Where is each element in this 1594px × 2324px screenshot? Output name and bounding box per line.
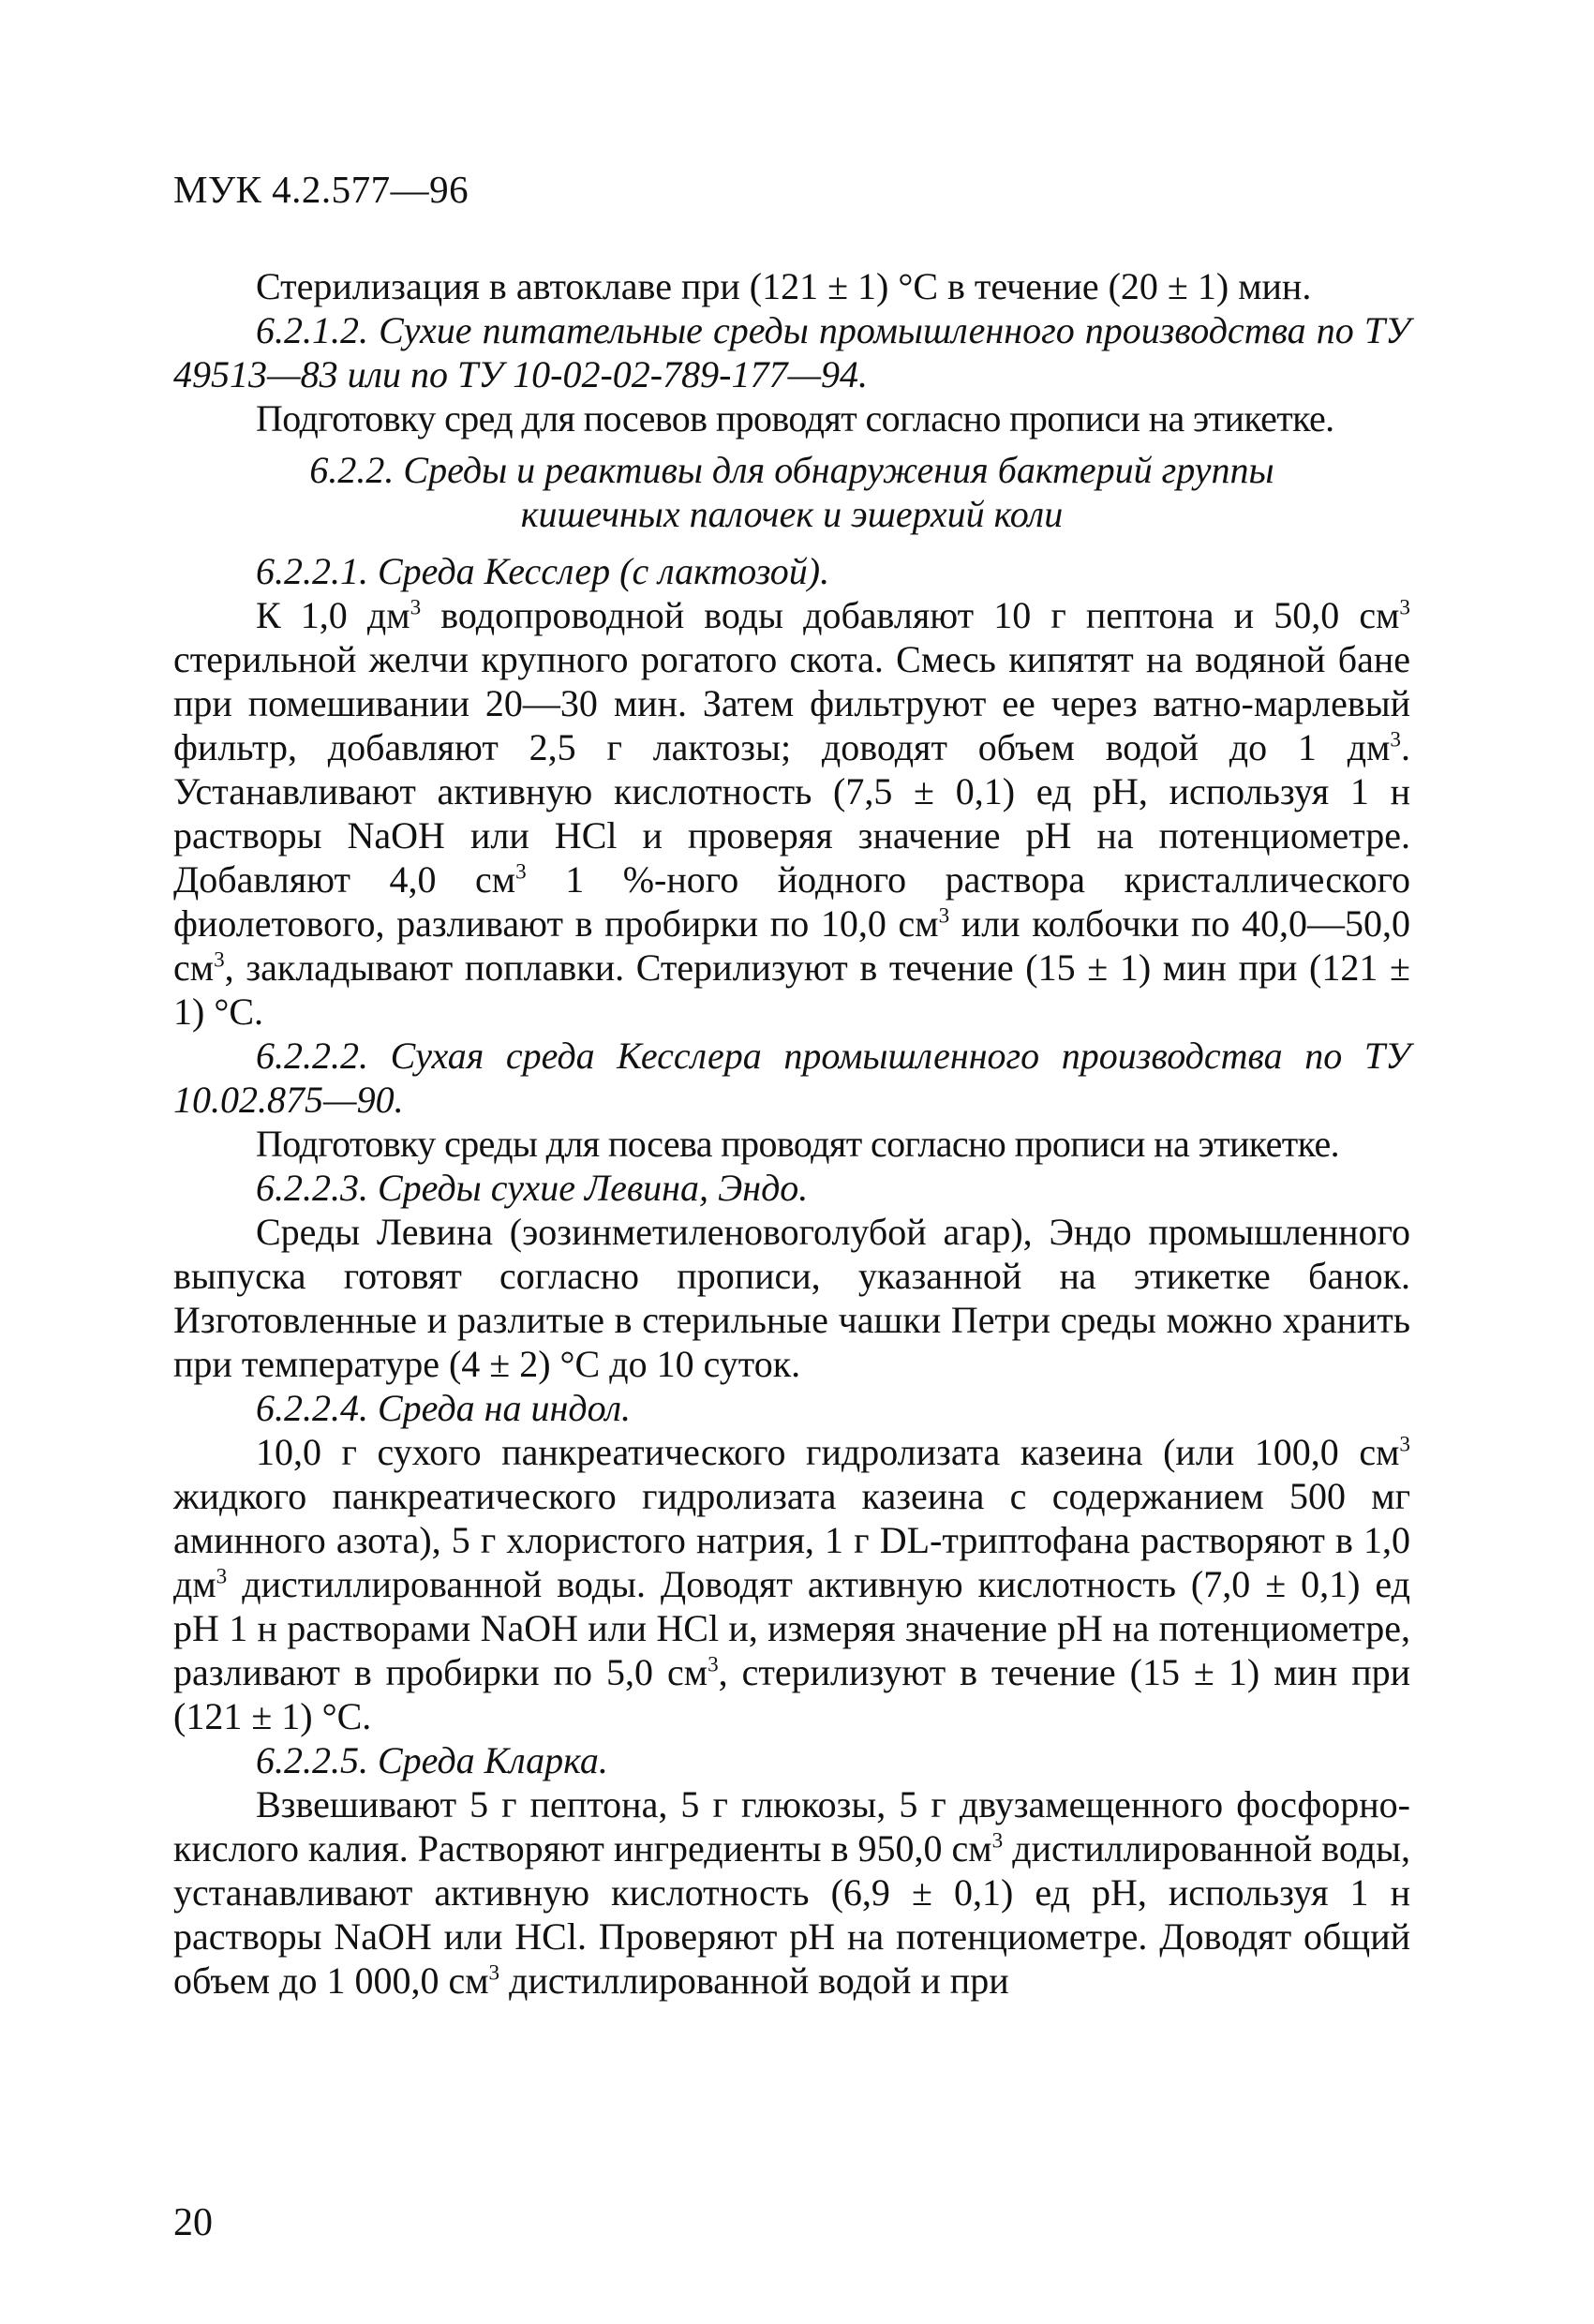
superscript: 3 — [1399, 595, 1410, 620]
superscript: 3 — [410, 595, 422, 620]
paragraph-dry-media: 6.2.1.2. Сухие питательные среды промышленного производства по ТУ 49513—83 или по ТУ 10-02-02-789-177—94. — [173, 309, 1410, 395]
paragraph-indole — [173, 1430, 1410, 1738]
paragraph-levin-endo: Среды Левина (эозинметиленовоголубой агар), Эндо промышленного выпуска готовят согласно прописи, указанной на этикетке банок. Изготовленные и разлитые в стерильные чашки Петри среды можно хранить при температуре (4 ± 2) °С до 10 суток. — [173, 1211, 1410, 1385]
text-run: стерильной желчи крупного рогатого скота. Смесь кипятят на водяной бане при помешивании 20—30 мин. Затем фильтруют ее через ватно-марлевый фильтр, добавляют 2,5 г лактозы; доводят объем водой до 1 дм — [173, 638, 1410, 768]
superscript: 3 — [708, 1652, 719, 1677]
text-run: К 1,0 дм — [256, 594, 410, 636]
page-number: 20 — [173, 2201, 213, 2244]
text-run: дистиллированной воды. Доводят активную кислотность (7,0 ± 0,1) ед pH 1 н растворами NaOH или HCl и, измеряя значение pH на потенциометре, разливают в пробирки по 5,0 см — [173, 1563, 1410, 1693]
section-heading-line-2: кишечных палочек и эшерхий коли — [520, 493, 1064, 535]
paragraph-kessler — [173, 593, 1410, 1034]
text-run: дистиллированной водой и при — [499, 1959, 1009, 2002]
text-run: , закладывают поплавки. Стерилизуют в течение (15 ± 1) мин при (121 ± 1) °С. — [173, 946, 1410, 1033]
text-run: дистиллированной воды, устанавливают активную кислотность (6,9 ± 0,1) ед pH, используя 1 н растворы NaOH или HCl. Проверяют pH на потенциометре. Доводят общий объем до 1 000,0 см — [173, 1827, 1410, 2002]
superscript: 3 — [1390, 727, 1401, 752]
subsection-title-kessler: 6.2.2.1. Среда Кесслер (с лактозой). — [256, 550, 830, 592]
paragraph-kessler-dry: Подготовку среды для посева проводят согласно прописи на этикетке. — [256, 1123, 1340, 1165]
section-heading — [173, 448, 1410, 536]
subsection-title-indole: 6.2.2.4. Среда на индол. — [256, 1387, 632, 1429]
text-run: Взвешивают 5 г пептона, 5 г глюкозы, 5 г двузамещенного фосфорно-кислого калия. Растворяют ингредиенты в 950,0 см — [173, 1783, 1410, 1870]
superscript: 3 — [214, 947, 225, 973]
section-heading-line-1: 6.2.2. Среды и реактивы для обнаружения бактерий группы — [309, 449, 1274, 491]
document-code-header: МУК 4.2.577—96 — [173, 168, 469, 211]
superscript: 3 — [938, 903, 950, 929]
page-body — [173, 264, 1410, 2003]
subsection-title-kessler-dry: 6.2.2.2. Сухая среда Кесслера промышленного производства по ТУ 10.02.875—90. — [173, 1035, 1410, 1121]
paragraph-sterilization: Стерилизация в автоклаве при (121 ± 1) °С в течение (20 ± 1) мин. — [256, 265, 1312, 307]
text-run: водопроводной воды добавляют 10 г пептона и 50,0 см — [421, 594, 1400, 636]
paragraph-clark — [173, 1782, 1410, 2003]
text-run: или колбочки по 40,0—50,0 см — [173, 902, 1410, 989]
text-run: 10,0 г сухого панкреатического гидролизата казеина (или 100,0 см — [256, 1431, 1400, 1473]
superscript: 3 — [216, 1564, 228, 1589]
subsection-title-levin-endo: 6.2.2.3. Среды сухие Левина, Эндо. — [256, 1167, 809, 1209]
text-run: жидкого панкреатического гидролизата казеина с содержанием 500 мг аминного азота), 5 г хлористого натрия, 1 г DL-триптофана растворяют в 1,0 дм — [173, 1475, 1410, 1605]
paragraph-preparation: Подготовку сред для посевов проводят согласно прописи на этикетке. — [256, 397, 1334, 439]
superscript: 3 — [1399, 1432, 1410, 1457]
subsection-title-clark: 6.2.2.5. Среда Кларка. — [256, 1739, 608, 1781]
text-run: 1 %-ного йодного раствора кристаллического фиолетового, разливают в пробирки по 10,0 см — [173, 858, 1410, 945]
superscript: 3 — [515, 859, 527, 885]
superscript: 3 — [991, 1828, 1004, 1854]
text-run: , стерилизуют в течение (15 ± 1) мин при (121 ± 1) °С. — [173, 1651, 1411, 1737]
superscript: 3 — [488, 1960, 500, 1986]
text-run: . Устанавливают активную кислотность (7,5 ± 0,1) ед pH, используя 1 н растворы NaOH или HCl и проверяя значение pH на потенциометре. Добавляют 4,0 см — [173, 726, 1410, 901]
